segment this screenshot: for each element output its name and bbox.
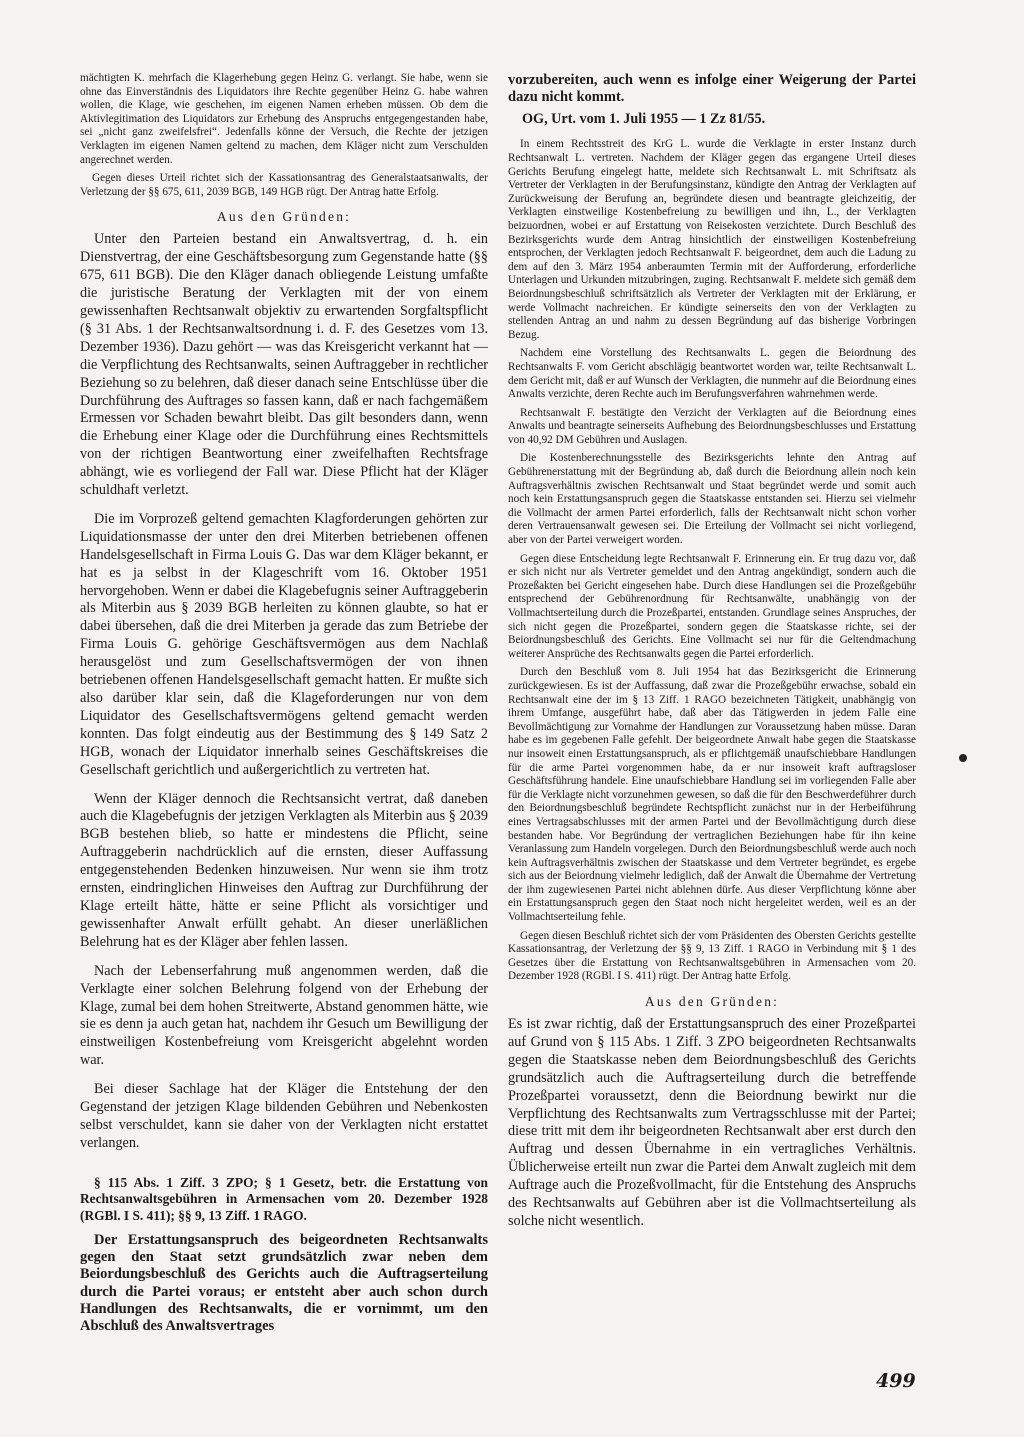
margin-dot — [959, 754, 967, 762]
paragraph: Gegen dieses Urteil richtet sich der Kassationsantrag des Generalstaatsanwalts, der Verletzung der §§ 675, 611, 2039 BGB, 149 HGB rügt. Der Antrag hatte Erfolg. — [80, 172, 488, 198]
paragraph: Unter den Parteien bestand ein Anwaltsvertrag, d. h. ein Dienstvertrag, der eine Geschäftsbesorgung zum Gegenstande hatte (§§ 675, 611 BGB). Die den Kläger danach obliegende Leistung umfaßte die juristische Beratung der Verklagten mit der von einem gewissenhaften Rechtsanwalt objektiv zu erwartenden Sorgfaltspflicht (§ 31 Abs. 1 der Rechtsanwaltsordnung i. d. F. des Gesetzes vom 13. Dezember 1936). Dazu gehört — was das Kreisgericht verkannt hat — die Verpflichtung des Rechtsanwalts, seinen Auftraggeber in rechtlicher Beziehung so zu belehren, daß dieser danach seine Entschlüsse über die Durchführung des Auftrages so fassen kann, daß er nach fachgemäßem Ermessen vor Schaden bewahrt bleibt. Das gilt besonders dann, wenn die Erhebung einer Klage oder die Durchführung eines Rechtsmittels von der richtigen Beantwortung einer zweifelhaften Rechtsfrage abhängt, wie es vorliegend der Fall war. Diese Pflicht hat der Kläger schuldhaft verletzt. — [80, 231, 488, 499]
paragraph: Die Kostenberechnungsstelle des Bezirksgerichts lehnte den Antrag auf Gebührenerstattung mit der Begründung ab, daß durch die Beiordnung allein noch kein Auftragsverhältnis zwischen Rechtsanwalt und Staat begründet werde und somit auch noch kein Erstattungsanspruch gegen die Staatskasse entstanden sei. Hierzu sei vielmehr die Vollmacht der armen Partei erforderlich, falls der Rechtsanwalt nicht schon vorher deren Vertrauensanwalt gewesen sei. Die Erteilung der Vollmacht sei nicht vorliegend, aber von der Partei verweigert worden. — [508, 452, 916, 547]
paragraph: Rechtsanwalt F. bestätigte den Verzicht der Verklagten auf die Beiordnung eines Anwalts und beantragte seinerseits Aufhebung des Beiordnungsbeschlusses und Erstattung von 40,92 DM Gebühren und Auslagen. — [508, 406, 916, 446]
headnote: Der Erstattungsanspruch des beigeordneten Rechtsanwalts gegen den Staat setzt grundsätzlich zwar neben dem Beiordungsbeschluß des Gerichts auch die Auftragserteilung durch die Partei voraus; er entsteht aber auch schon durch Handlungen des Rechtsanwalts, die er vornimmt, um den Abschluß des Anwaltsvertrages — [80, 1231, 488, 1334]
page-number: 499 — [876, 1370, 916, 1392]
right-column — [508, 72, 916, 1242]
paragraph: Gegen diese Entscheidung legte Rechtsanwalt F. Erinnerung ein. Er trug dazu vor, daß er sich nicht nur als Vertreter gemeldet und den Antrag angekündigt, sondern auch die Prozeßakten bei Gericht eingesehen habe. Durch diese Handlungen sei die Prozeßgebühr entsprechend der Gebührenordnung für Rechtsanwälte, unabhängig von der Vollmachtserteilung durch die Prozeßpartei, entstanden. Grundlage seines Anspruches, der sich nicht gegen die Prozeßpartei, sondern gegen die Staatskasse richte, sei der Beiordnungsbeschluß des Gerichts. Eine Vollmacht sei nur für die Geltendmachung weiterer Ansprüche des Rechtsanwalts gegen die Partei erforderlich. — [508, 552, 916, 660]
paragraph: Es ist zwar richtig, daß der Erstattungsanspruch des einer Prozeßpartei auf Grund von § 115 Abs. 1 Ziff. 3 ZPO beigeordneten Rechtsanwalts gegen die Staatskasse neben dem Beiordnungsbeschluß des Gerichts grundsätzlich auch die Auftragserteilung durch die betreffende Prozeßpartei voraussetzt, denn die Beiordnung bewirkt nur die Verpflichtung des Rechtsanwalts zum Vertragsschlusse mit der Partei; diese tritt mit dem ihr beigeordneten Rechtsanwalt aber erst durch den Auftrag und dessen Übernahme in ein vertragliches Verhältnis. Üblicherweise erteilt nun zwar die Partei dem Anwalt zugleich mit dem Auftrage auch die Prozeßvollmacht, für die Entstehung des Anspruchs des Rechtsanwalts auf Gebühren aber ist die Vollmachtserteilung als solche nicht wesentlich. — [508, 1016, 916, 1229]
case-citation: OG, Urt. vom 1. Juli 1955 — 1 Zz 81/55. — [522, 111, 766, 128]
paragraph: mächtigten K. mehrfach die Klagerhebung gegen Heinz G. verlangt. Sie habe, wenn sie ohne das Einverständnis des Liquidators ihre Rechte gegenüber Heinz G. habe wahren wollen, die Klage, wie geschehen, im eigenen Namen erheben müssen. Ob dem die Aktivlegitimation des Liquidators zur Erhebung des Anspruchs entgegengestanden habe, sei „nicht ganz zweifelsfrei“. Jedenfalls könne der Versuch, die Rechte der jetzigen Verklagten im eigenen Namen geltend zu machen, dem Kläger nicht zum Verschulden angerechnet werden. — [80, 72, 488, 166]
section-heading: Aus den Gründen: — [216, 209, 352, 225]
paragraph: Nach der Lebenserfahrung muß angenommen werden, daß die Verklagte einer solchen Belehrung folgend von der Erhebung der Klage, zumal bei dem hohen Streitwerte, Abstand genommen hätte, wie sie es denn ja auch getan hat, nachdem ihr Gesuch um Bewilligung der einstweiligen Kostenbefreiung vom Kreisgericht abgelehnt worden war. — [80, 962, 488, 1069]
paragraph: Durch den Beschluß vom 8. Juli 1954 hat das Bezirksgericht die Erinnerung zurückgewiesen. Es ist der Auffassung, daß zwar die Prozeßgebühr erwachse, sobald ein Rechtsanwalt eine der im § 13 Ziff. 1 RAGO bezeichneten Tätigkeit, unabhängig von ihrem Umfange, ausgeführt habe, daß aber das Tätigwerden in jedem Falle eine Bevollmächtigung zur Vornahme der Handlungen zur Voraussetzung haben müsse. Daran habe es im gegebenen Falle gefehlt. Der beigeordnete Anwalt habe gegen die Staatskasse nur insoweit einen Erstattungsanspruch, als er pflichtgemäß unaufschiebbare Handlungen für die arme Partei vorgenommen habe, da er nur insoweit kraft auftragsloser Geschäftsführung handele. Eine unaufschiebbare Handlung sei im vorliegenden Falle aber für die Verklagte nicht vorzunehmen gewesen, so daß die für den Beschwerdeführer durch den Beiordnungsbeschluß begründete Rechtspflicht zunächst nur in der Herbeiführung eines Vertragsabschlusses mit der armen Partei und der Bevollmächtigung durch diese bestanden habe. Vor Begründung der vertraglichen Beziehungen habe für ihn keine Veranlassung zum Handeln vorgelegen. Durch den Beiordnungsbeschluß werde auch noch kein Auftragsverhältnis zwischen der Staatskasse und dem Vertreter begründet, es ergebe sich aus der Beiordnung vielmehr lediglich, daß der Anwalt die Übernahme der Vertretung der ihm zugewiesenen Partei nicht ablehnen dürfe. Aus dieser Verpflichtung könne aber ein Erstattungsanspruch gegen den Staat noch nicht hergeleitet werden, weil es an der Vollmachtserteilung fehle. — [508, 666, 916, 924]
statute-reference: § 115 Abs. 1 Ziff. 3 ZPO; § 1 Gesetz, betr. die Erstattung von Rechtsanwaltsgebühren in Armensachen vom 20. Dezember 1928 (RGBl. I S. 411); §§ 9, 13 Ziff. 1 RAGO. — [80, 1174, 488, 1223]
paragraph: In einem Rechtsstreit des KrG L. wurde die Verklagte in erster Instanz durch Rechtsanwalt L. vertreten. Nachdem der Kläger gegen das ergangene Urteil dieses Gerichts Berufung eingelegt hatte, meldete sich Rechtsanwalt L. mit Schriftsatz als Vertreter der Verklagten in der Berufungsinstanz, kündigte den Antrag der Verklagten auf Zurückweisung der Berufung an, begründete diesen und beantragte gleichzeitig, der Verklagten einstweilige Kostenbefreiung zu bewilligen und ihn, L., der Verklagten beizuordnen, wobei er auf Erstattung von Reisekosten verzichtete. Durch Beschluß des Bezirksgerichts wurde dem Antrag hinsichtlich der einstweiligen Kostenbefreiung entsprochen, der Verklagten jedoch Rechtsanwalt F. beigeordnet, dem auch die Ladung zu dem auf den 3. März 1954 anberaumten Termin mit der Aufforderung, erforderliche Unterlagen und Urkunden mitzubringen, zuging. Rechtsanwalt F. meldete sich gemäß dem Beiordnungsbeschluß schriftsätzlich als Vertreter der Verklagten mit der Erklärung, er werde Vollmacht nachreichen. Er kündigte seinerseits den von der Verklagten zu stellenden Antrag an und nahm zu dessen Begründung auf das bisherige Vorbringen Bezug. — [508, 138, 916, 341]
paragraph: Die im Vorprozeß geltend gemachten Klagforderungen gehörten zur Liquidationsmasse der unter den drei Miterben betriebenen offenen Handelsgesellschaft in Firma Louis G. Das war dem Kläger bekannt, er hat es ja selbst in der Klageschrift vom 16. Oktober 1951 hervorgehoben. Wenn er dabei die Klagebefugnis seiner Auftraggeberin als Miterbin aus § 2039 BGB herleiten zu können glaubte, so hat er dabei übersehen, daß die drei Miterben ja gerade das zum Betriebe der Firma Louis G. gehörige Geschäftsvermögen aus dem Nachlaß herausgelöst und zum Gesellschaftsvermögen der von ihnen betriebenen offenen Handelsgesellschaft gemacht hatten. Er mußte sich also darüber klar sein, daß die Klageforderungen nur von dem Liquidator des Gesellschaftsvermögens geltend gemacht werden konnten. Das folgt eindeutig aus der Bestimmung des § 149 Satz 2 HGB, wonach der Liquidator innerhalb seines Geschäftskreises die Gesellschaft gerichtlich und außergerichtlich zu vertreten hat. — [80, 510, 488, 778]
paragraph: Nachdem eine Vorstellung des Rechtsanwalts L. gegen die Beiordnung des Rechtsanwalts F. vom Gericht abschlägig beantwortet worden war, teilte Rechtsanwalt L. dem Gericht mit, daß er auf Wunsch der Verklagten, die nunmehr auf die Beiordnung eines Anwalts verzichte, deren Rechte auch im Berufungsverfahren wahrnehmen werde. — [508, 347, 916, 401]
headnote-continued: vorzubereiten, auch wenn es infolge einer Weigerung der Partei dazu nicht kommt. — [508, 72, 916, 106]
paragraph: Wenn der Kläger dennoch die Rechtsansicht vertrat, daß daneben auch die Klagebefugnis der jetzigen Verklagten als Miterbin aus § 2039 BGB bestehen blieb, so hatte er mindestens die Pflicht, seine Auftraggeberin nachdrücklich auf die ernsten, dieser Auffassung entgegenstehenden Bedenken hinzuweisen. Nur wenn sie ihm trotz ernsten, eindringlichen Hinweises den Auftrag zur Durchführung der Klage erteilt hätte, hätte er seine Pflicht als vorsichtiger und gewissenhafter Anwalt erfüllt gehabt. An dieser unerläßlichen Belehrung hat es der Kläger aber fehlen lassen. — [80, 790, 488, 950]
section-heading: Aus den Gründen: — [644, 994, 780, 1010]
paragraph: Gegen diesen Beschluß richtet sich der vom Präsidenten des Obersten Gerichts gestellte Kassationsantrag, der Verletzung der §§ 9, 13 Ziff. 1 RAGO in Verbindung mit § 1 des Gesetzes über die Erstattung von Rechtsanwaltsgebühren in Armensachen vom 20. Dezember 1928 (RGBl. I S. 411) rügt. Der Antrag hatte Erfolg. — [508, 929, 916, 983]
left-column — [80, 72, 488, 1340]
paragraph: Bei dieser Sachlage hat der Kläger die Entstehung der den Gegenstand der jetzigen Klage bildenden Gebühren und Nebenkosten selbst verschuldet, kann sie daher von der Verklagten nicht erstattet verlangen. — [80, 1081, 488, 1151]
